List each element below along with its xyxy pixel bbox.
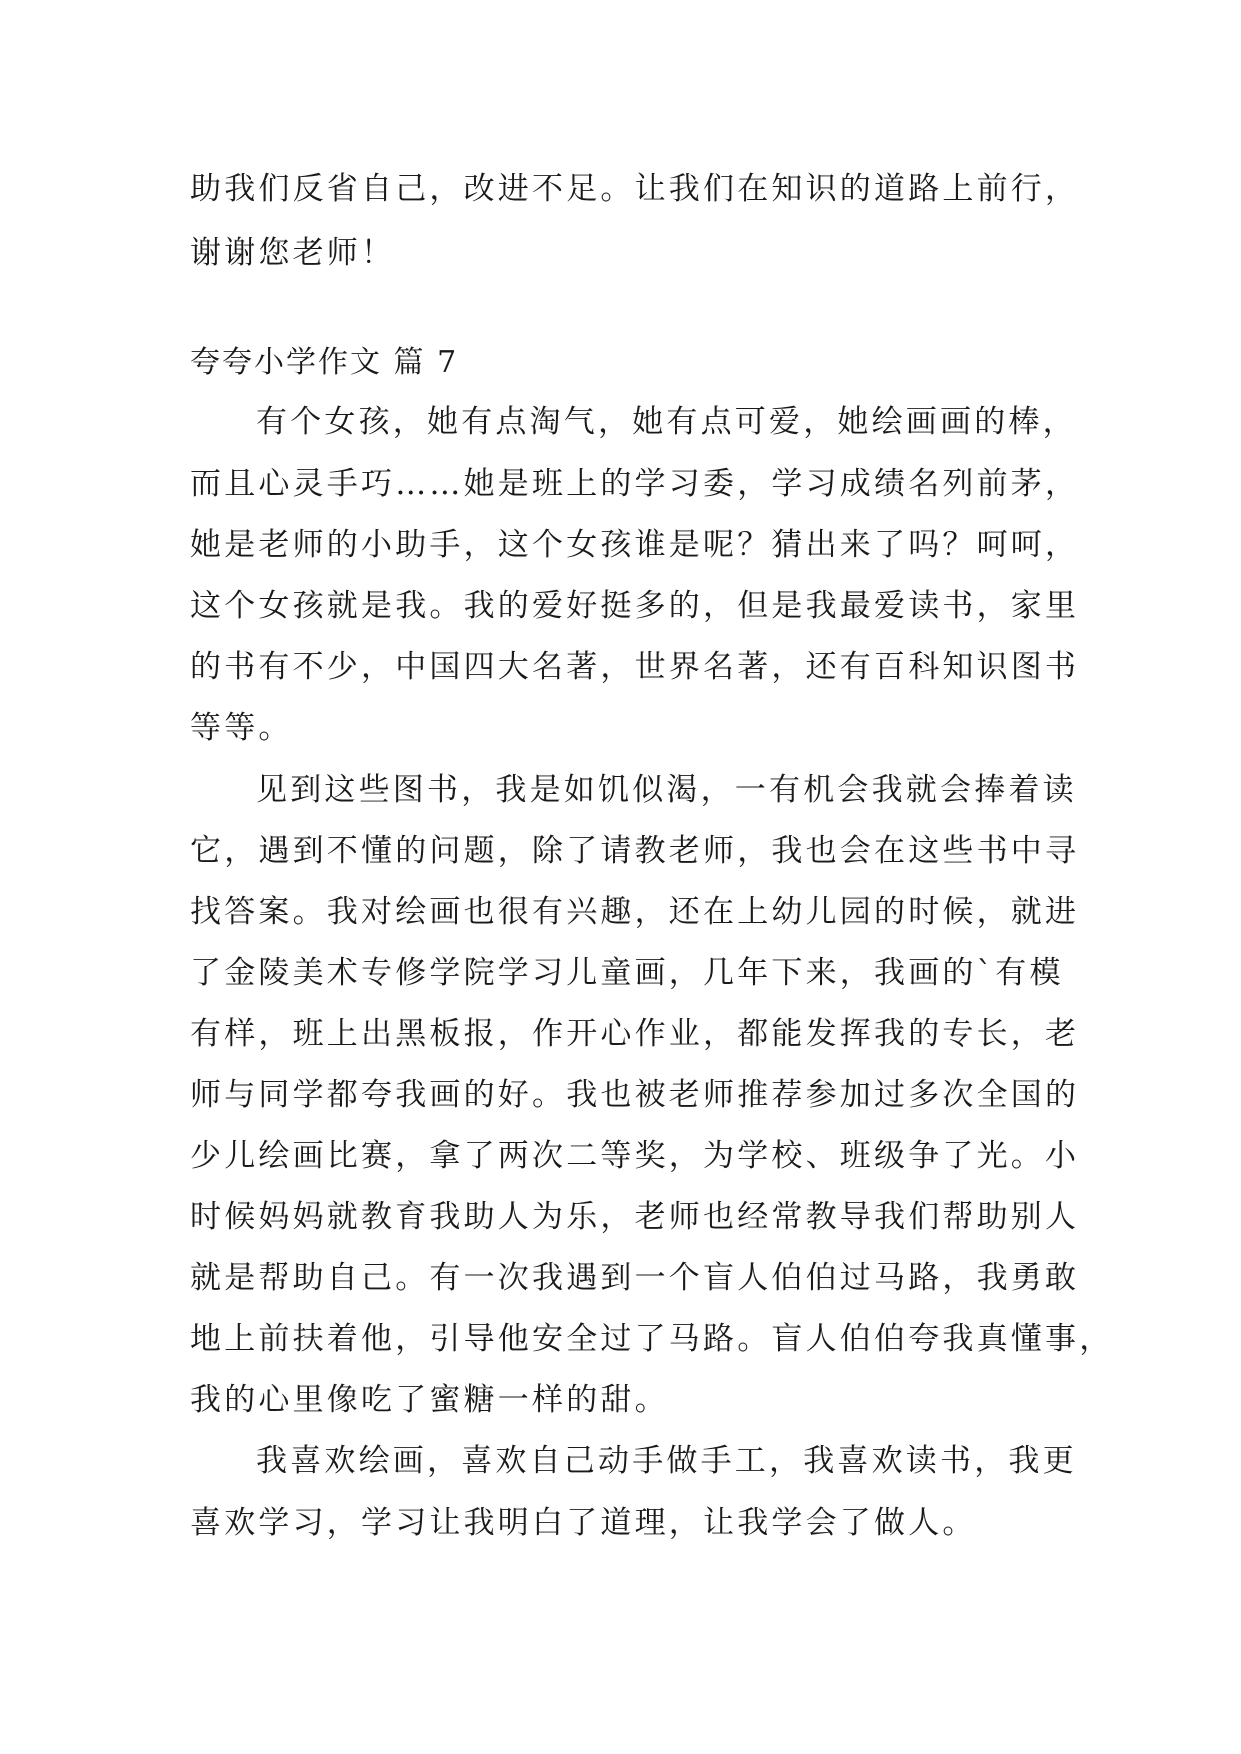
paragraph-2-line-7: 少儿绘画比赛，拿了两次二等奖，为学校、班级争了光。小 <box>190 1138 1080 1174</box>
continuation-line-1: 助我们反省自己，改进不足。让我们在知识的道路上前行， <box>190 171 1080 207</box>
section-title: 夸夸小学作文 篇 7 <box>190 345 459 380</box>
paragraph-3-line-1: 我喜欢绘画，喜欢自己动手做手工，我喜欢读书，我更 <box>256 1443 1077 1479</box>
paragraph-2-line-3: 找答案。我对绘画也很有兴趣，还在上幼儿园的时候，就进 <box>190 894 1080 930</box>
paragraph-1-line-1: 有个女孩，她有点淘气，她有点可爱，她绘画画的棒， <box>256 404 1077 440</box>
paragraph-2-line-1: 见到这些图书，我是如饥似渴，一有机会我就会捧着读 <box>256 772 1077 808</box>
paragraph-2-line-11: 我的心里像吃了蜜糖一样的甜。 <box>190 1382 669 1418</box>
paragraph-1-line-5: 的书有不少，中国四大名著，世界名著，还有百科知识图书 <box>190 649 1080 685</box>
paragraph-2-line-8: 时候妈妈就教育我助人为乐，老师也经常教导我们帮助别人 <box>190 1199 1080 1235</box>
paragraph-2-line-2: 它，遇到不懂的问题，除了请教老师，我也会在这些书中寻 <box>190 833 1080 869</box>
paragraph-1-line-4: 这个女孩就是我。我的爱好挺多的，但是我最爱读书，家里 <box>190 588 1080 624</box>
paragraph-2-line-5: 有样，班上出黑板报，作开心作业，都能发挥我的专长，老 <box>190 1016 1080 1052</box>
paragraph-3-line-2: 喜欢学习，学习让我明白了道理，让我学会了做人。 <box>190 1505 977 1541</box>
paragraph-1-line-6: 等等。 <box>190 710 293 746</box>
paragraph-1-line-3: 她是老师的小助手，这个女孩谁是呢？猜出来了吗？呵呵， <box>190 527 1080 563</box>
paragraph-2-line-9: 就是帮助自己。有一次我遇到一个盲人伯伯过马路，我勇敢 <box>190 1260 1080 1296</box>
paragraph-2-line-6: 师与同学都夸我画的好。我也被老师推荐参加过多次全国的 <box>190 1077 1080 1113</box>
continuation-line-2: 谢谢您老师！ <box>190 235 396 271</box>
paragraph-2-line-4: 了金陵美术专修学院学习儿童画，几年下来，我画的`有模 <box>190 955 1064 991</box>
paragraph-1-line-2: 而且心灵手巧……她是班上的学习委，学习成绩名列前茅， <box>190 466 1080 502</box>
paragraph-2-line-10: 地上前扶着他，引导他安全过了马路。盲人伯伯夸我真懂事， <box>190 1321 1114 1357</box>
